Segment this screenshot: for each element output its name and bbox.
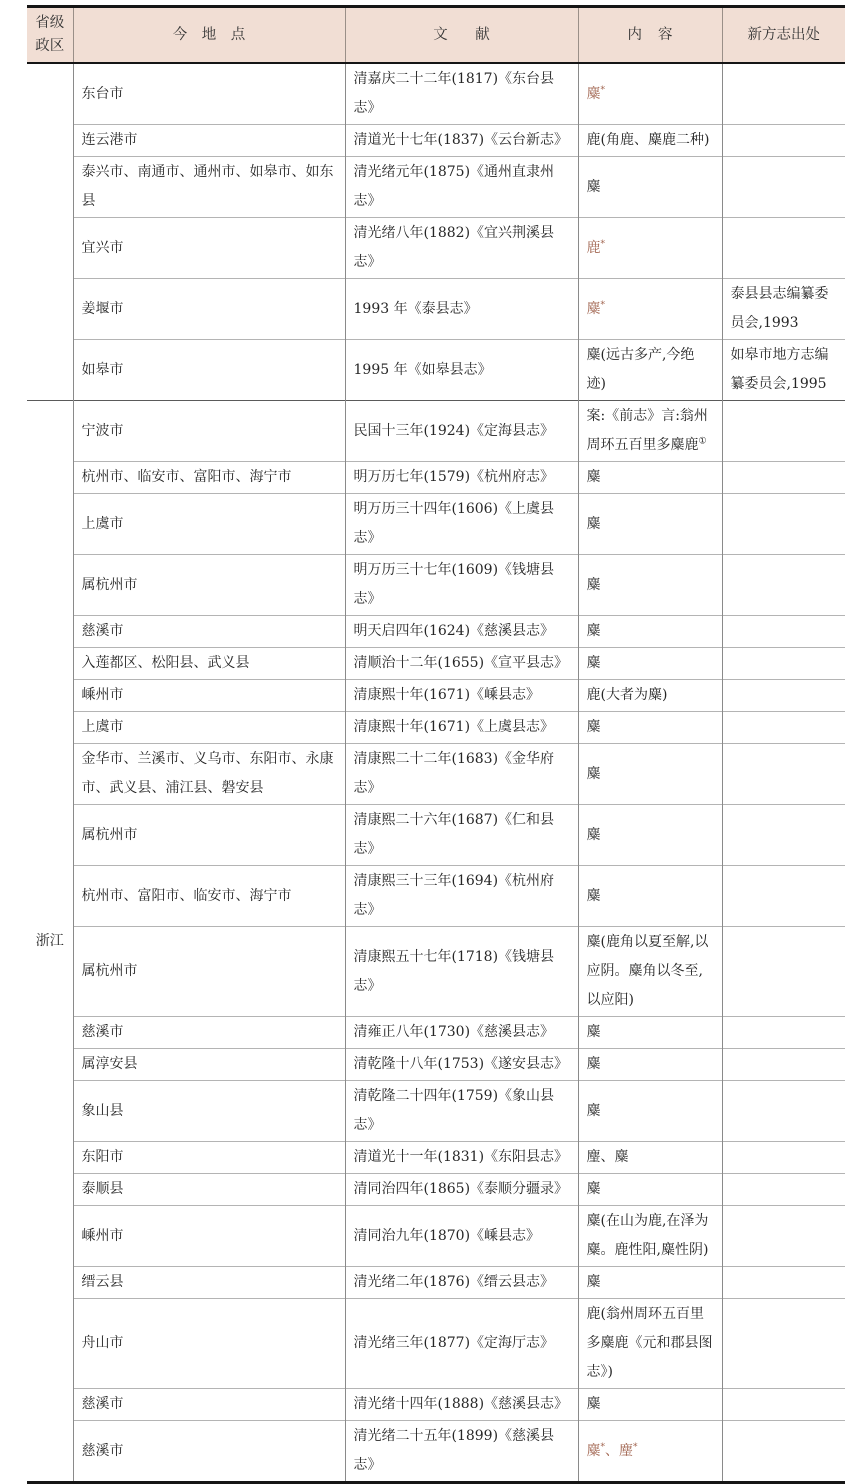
cell-new_gazetteer [722, 157, 845, 218]
cell-location: 属杭州市 [73, 805, 345, 866]
cell-source: 清顺治十二年(1655)《宣平县志》 [345, 648, 578, 680]
cell-new_gazetteer [722, 218, 845, 279]
cell-new_gazetteer [722, 401, 845, 462]
cell-location: 东阳市 [73, 1142, 345, 1174]
cell-new_gazetteer [722, 616, 845, 648]
cell-content: 鹿(翁州周环五百里多麋鹿《元和郡县图志》) [578, 1299, 722, 1389]
cell-new_gazetteer [722, 125, 845, 157]
cell-new_gazetteer [722, 1142, 845, 1174]
cell-location: 金华市、兰溪市、义乌市、东阳市、永康市、武义县、浦江县、磐安县 [73, 744, 345, 805]
cell-location: 舟山市 [73, 1299, 345, 1389]
cell-new_gazetteer [722, 1421, 845, 1483]
table-row [27, 401, 845, 462]
cell-location: 嵊州市 [73, 1206, 345, 1267]
cell-source: 清光绪二年(1876)《缙云县志》 [345, 1267, 578, 1299]
cell-source: 1995 年《如皋县志》 [345, 340, 578, 401]
table-row [27, 279, 845, 340]
cell-content: 麋 [578, 157, 722, 218]
cell-source: 清光绪三年(1877)《定海厅志》 [345, 1299, 578, 1389]
cell-new_gazetteer [722, 712, 845, 744]
cell-content: 麋(在山为鹿,在泽为麋。鹿性阳,麋性阴) [578, 1206, 722, 1267]
footnote-mark: * [600, 238, 605, 249]
table-row [27, 1174, 845, 1206]
cell-content: 麋 [578, 1174, 722, 1206]
header-row [27, 7, 845, 64]
cell-content: 麋* [578, 279, 722, 340]
cell-new_gazetteer [722, 1389, 845, 1421]
cell-content: 麈、麋 [578, 1142, 722, 1174]
cell-source: 清光绪二十五年(1899)《慈溪县志》 [345, 1421, 578, 1483]
table-row [27, 1017, 845, 1049]
cell-new_gazetteer [722, 1049, 845, 1081]
cell-new_gazetteer [722, 680, 845, 712]
cell-location: 杭州市、富阳市、临安市、海宁市 [73, 866, 345, 927]
cell-content: 麋 [578, 866, 722, 927]
header-location: 今地点 [73, 7, 345, 64]
cell-new_gazetteer: 如皋市地方志编纂委员会,1995 [722, 340, 845, 401]
table-row [27, 157, 845, 218]
cell-source: 清康熙十年(1671)《嵊县志》 [345, 680, 578, 712]
cell-source: 民国十三年(1924)《定海县志》 [345, 401, 578, 462]
table-row [27, 712, 845, 744]
table-row [27, 616, 845, 648]
cell-location: 嵊州市 [73, 680, 345, 712]
cell-source: 清康熙五十七年(1718)《钱塘县志》 [345, 927, 578, 1017]
cell-location: 宁波市 [73, 401, 345, 462]
table-row [27, 680, 845, 712]
cell-source: 清道光十一年(1831)《东阳县志》 [345, 1142, 578, 1174]
cell-new_gazetteer [722, 1017, 845, 1049]
cell-source: 清嘉庆二十二年(1817)《东台县志》 [345, 63, 578, 125]
cell-location: 姜堰市 [73, 279, 345, 340]
cell-content: 麋 [578, 1081, 722, 1142]
gazetteer-table [27, 5, 845, 1484]
table-row [27, 63, 845, 125]
cell-location: 上虞市 [73, 712, 345, 744]
cell-new_gazetteer [722, 1081, 845, 1142]
cell-content: 麋 [578, 1049, 722, 1081]
cell-source: 清道光十七年(1837)《云台新志》 [345, 125, 578, 157]
cell-content: 麋 [578, 1389, 722, 1421]
cell-new_gazetteer: 泰县县志编纂委员会,1993 [722, 279, 845, 340]
table-row [27, 1049, 845, 1081]
cell-source: 清光绪十四年(1888)《慈溪县志》 [345, 1389, 578, 1421]
header-source: 文献 [345, 7, 578, 64]
cell-content: 麋 [578, 648, 722, 680]
cell-location: 慈溪市 [73, 1389, 345, 1421]
cell-content: 麋 [578, 712, 722, 744]
cell-location: 属杭州市 [73, 555, 345, 616]
table-row [27, 462, 845, 494]
cell-new_gazetteer [722, 462, 845, 494]
cell-location: 象山县 [73, 1081, 345, 1142]
cell-content: 麋 [578, 805, 722, 866]
footnote-mark: ① [698, 436, 707, 447]
cell-source: 清康熙三十三年(1694)《杭州府志》 [345, 866, 578, 927]
cell-new_gazetteer [722, 744, 845, 805]
cell-location: 慈溪市 [73, 1017, 345, 1049]
cell-location: 如皋市 [73, 340, 345, 401]
cell-content: 麋 [578, 1267, 722, 1299]
cell-location: 杭州市、临安市、富阳市、海宁市 [73, 462, 345, 494]
table-row [27, 1267, 845, 1299]
cell-location: 慈溪市 [73, 616, 345, 648]
table-row [27, 125, 845, 157]
cell-source: 明万历三十七年(1609)《钱塘县志》 [345, 555, 578, 616]
cell-content: 麋 [578, 494, 722, 555]
cell-content: 麋(远古多产,今绝迹) [578, 340, 722, 401]
province-cell [27, 63, 73, 401]
table-row [27, 494, 845, 555]
table-row [27, 1299, 845, 1389]
cell-new_gazetteer [722, 927, 845, 1017]
table-row [27, 1389, 845, 1421]
table-row [27, 1421, 845, 1483]
cell-source: 明万历三十四年(1606)《上虞县志》 [345, 494, 578, 555]
table-row [27, 555, 845, 616]
cell-content: 案:《前志》言:翁州周环五百里多麋鹿① [578, 401, 722, 462]
cell-content: 麋 [578, 462, 722, 494]
header-province: 省级政区 [27, 7, 73, 64]
province-cell: 浙江 [27, 401, 73, 1483]
cell-new_gazetteer [722, 555, 845, 616]
footnote-mark: * [600, 299, 605, 310]
cell-new_gazetteer [722, 63, 845, 125]
cell-content: 鹿(角鹿、麋鹿二种) [578, 125, 722, 157]
cell-new_gazetteer [722, 866, 845, 927]
cell-content: 麋* [578, 63, 722, 125]
cell-source: 清康熙二十二年(1683)《金华府志》 [345, 744, 578, 805]
cell-location: 东台市 [73, 63, 345, 125]
cell-source: 明天启四年(1624)《慈溪县志》 [345, 616, 578, 648]
cell-source: 清光绪元年(1875)《通州直隶州志》 [345, 157, 578, 218]
table-body [27, 63, 845, 1483]
cell-new_gazetteer [722, 1174, 845, 1206]
table-header [27, 7, 845, 64]
footnote-mark: * [600, 1441, 605, 1452]
cell-content: 鹿* [578, 218, 722, 279]
cell-source: 清雍正八年(1730)《慈溪县志》 [345, 1017, 578, 1049]
cell-new_gazetteer [722, 1206, 845, 1267]
cell-location: 入莲都区、松阳县、武义县 [73, 648, 345, 680]
cell-location: 慈溪市 [73, 1421, 345, 1483]
cell-new_gazetteer [722, 805, 845, 866]
table-row [27, 866, 845, 927]
cell-location: 泰兴市、南通市、通州市、如皋市、如东县 [73, 157, 345, 218]
cell-source: 清同治九年(1870)《嵊县志》 [345, 1206, 578, 1267]
cell-new_gazetteer [722, 648, 845, 680]
cell-location: 属杭州市 [73, 927, 345, 1017]
cell-location: 宜兴市 [73, 218, 345, 279]
footnote-mark: * [600, 84, 605, 95]
table-row [27, 340, 845, 401]
cell-source: 清康熙十年(1671)《上虞县志》 [345, 712, 578, 744]
header-content: 内容 [578, 7, 722, 64]
cell-source: 清乾隆二十四年(1759)《象山县志》 [345, 1081, 578, 1142]
cell-location: 泰顺县 [73, 1174, 345, 1206]
cell-source: 清同治四年(1865)《泰顺分疆录》 [345, 1174, 578, 1206]
cell-source: 清康熙二十六年(1687)《仁和县志》 [345, 805, 578, 866]
table-row [27, 927, 845, 1017]
cell-content: 麋(鹿角以夏至解,以应阴。麋角以冬至,以应阳) [578, 927, 722, 1017]
table-row [27, 1081, 845, 1142]
cell-new_gazetteer [722, 494, 845, 555]
table-row [27, 218, 845, 279]
table-row [27, 1142, 845, 1174]
cell-source: 明万历七年(1579)《杭州府志》 [345, 462, 578, 494]
table-row [27, 805, 845, 866]
cell-location: 缙云县 [73, 1267, 345, 1299]
header-new-gazetteer: 新方志出处 [722, 7, 845, 64]
cell-content: 麋 [578, 744, 722, 805]
cell-location: 属淳安县 [73, 1049, 345, 1081]
cell-new_gazetteer [722, 1267, 845, 1299]
cell-source: 清乾隆十八年(1753)《遂安县志》 [345, 1049, 578, 1081]
cell-content: 麋 [578, 555, 722, 616]
cell-content: 鹿(大者为麋) [578, 680, 722, 712]
footnote-mark: * [633, 1441, 638, 1452]
cell-source: 清光绪八年(1882)《宜兴荆溪县志》 [345, 218, 578, 279]
cell-location: 连云港市 [73, 125, 345, 157]
table-row [27, 648, 845, 680]
cell-content: 麋*、麈* [578, 1421, 722, 1483]
table-row [27, 1206, 845, 1267]
cell-new_gazetteer [722, 1299, 845, 1389]
cell-location: 上虞市 [73, 494, 345, 555]
cell-content: 麋 [578, 616, 722, 648]
table-row [27, 744, 845, 805]
cell-content: 麋 [578, 1017, 722, 1049]
cell-source: 1993 年《泰县志》 [345, 279, 578, 340]
